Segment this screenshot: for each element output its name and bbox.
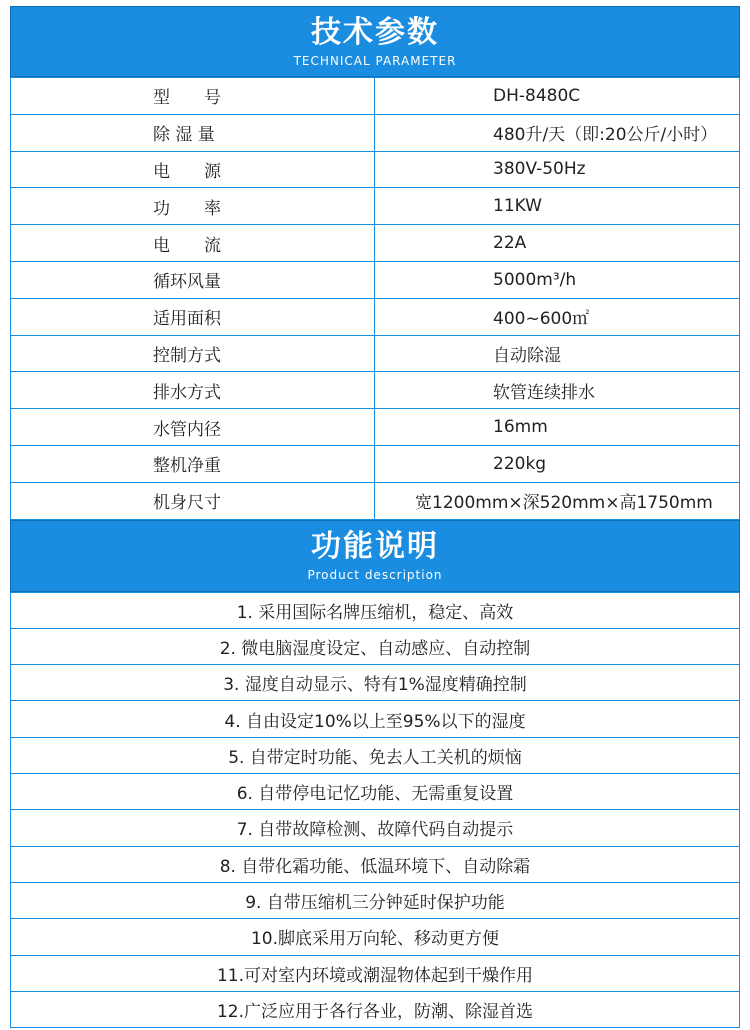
function-item: 6. 自带停电记忆功能、无需重复设置: [11, 774, 740, 810]
parameter-row: [11, 151, 740, 188]
parameter-value: 22A: [375, 225, 740, 262]
parameter-value: 软管连续排水: [375, 372, 740, 409]
function-item: 7. 自带故障检测、故障代码自动提示: [11, 810, 740, 846]
function-item: 4. 自由设定10%以上至95%以下的湿度: [11, 701, 740, 737]
parameter-name: 型 号: [11, 78, 375, 115]
parameter-name: 适用面积: [11, 298, 375, 335]
tech-subtitle: TECHNICAL PARAMETER: [293, 54, 457, 68]
function-item: 10.脚底采用万向轮、移动更方便: [11, 919, 740, 955]
parameter-value: 480升/天（即:20公斤/小时）: [375, 114, 740, 151]
parameter-value: 11KW: [375, 188, 740, 225]
function-table: [10, 592, 740, 1029]
tech-parameter-table: [10, 77, 740, 520]
function-row: [11, 774, 740, 810]
parameter-value: 220kg: [375, 445, 740, 482]
function-item: 2. 微电脑湿度设定、自动感应、自动控制: [11, 628, 740, 664]
function-row: [11, 991, 740, 1027]
parameter-row: [11, 482, 740, 519]
function-banner: [10, 520, 740, 592]
function-row: [11, 628, 740, 664]
parameter-name: 机身尺寸: [11, 482, 375, 519]
function-row: [11, 701, 740, 737]
function-row: [11, 955, 740, 991]
parameter-name: 水管内径: [11, 409, 375, 446]
parameter-name: 电 流: [11, 225, 375, 262]
function-item: 9. 自带压缩机三分钟延时保护功能: [11, 882, 740, 918]
function-item: 5. 自带定时功能、免去人工关机的烦恼: [11, 737, 740, 773]
parameter-row: [11, 335, 740, 372]
function-row: [11, 919, 740, 955]
parameter-row: [11, 114, 740, 151]
spec-sheet: [10, 6, 740, 1028]
function-row: [11, 882, 740, 918]
parameter-name: 控制方式: [11, 335, 375, 372]
parameter-value: 宽1200mm×深520mm×高1750mm: [375, 482, 740, 519]
parameter-value: 5000m³/h: [375, 261, 740, 298]
tech-parameter-banner: [10, 6, 740, 77]
parameter-value: 400~600㎡: [375, 298, 740, 335]
parameter-row: [11, 78, 740, 115]
function-row: [11, 810, 740, 846]
parameter-row: [11, 261, 740, 298]
function-title: 功能说明: [311, 528, 439, 564]
function-item: 3. 湿度自动显示、特有1%湿度精确控制: [11, 665, 740, 701]
parameter-row: [11, 188, 740, 225]
parameter-name: 功 率: [11, 188, 375, 225]
parameter-row: [11, 298, 740, 335]
parameter-row: [11, 409, 740, 446]
function-item: 11.可对室内环境或潮湿物体起到干燥作用: [11, 955, 740, 991]
function-item: 12.广泛应用于各行各业，防潮、除湿首选: [11, 991, 740, 1027]
function-item: 8. 自带化霜功能、低温环境下、自动除霜: [11, 846, 740, 882]
function-row: [11, 737, 740, 773]
function-item: 1. 采用国际名牌压缩机，稳定、高效: [11, 592, 740, 628]
parameter-name: 循环风量: [11, 261, 375, 298]
tech-title: 技术参数: [311, 15, 439, 50]
function-row: [11, 665, 740, 701]
function-row: [11, 592, 740, 628]
parameter-name: 电 源: [11, 151, 375, 188]
parameter-name: 除 湿 量: [11, 114, 375, 151]
parameter-name: 整机净重: [11, 445, 375, 482]
parameter-name: 排水方式: [11, 372, 375, 409]
parameter-value: DH-8480C: [375, 78, 740, 115]
function-subtitle: Product description: [307, 567, 443, 582]
parameter-row: [11, 225, 740, 262]
parameter-row: [11, 372, 740, 409]
parameter-value: 自动除湿: [375, 335, 740, 372]
parameter-value: 380V-50Hz: [375, 151, 740, 188]
parameter-row: [11, 445, 740, 482]
function-row: [11, 846, 740, 882]
parameter-value: 16mm: [375, 409, 740, 446]
